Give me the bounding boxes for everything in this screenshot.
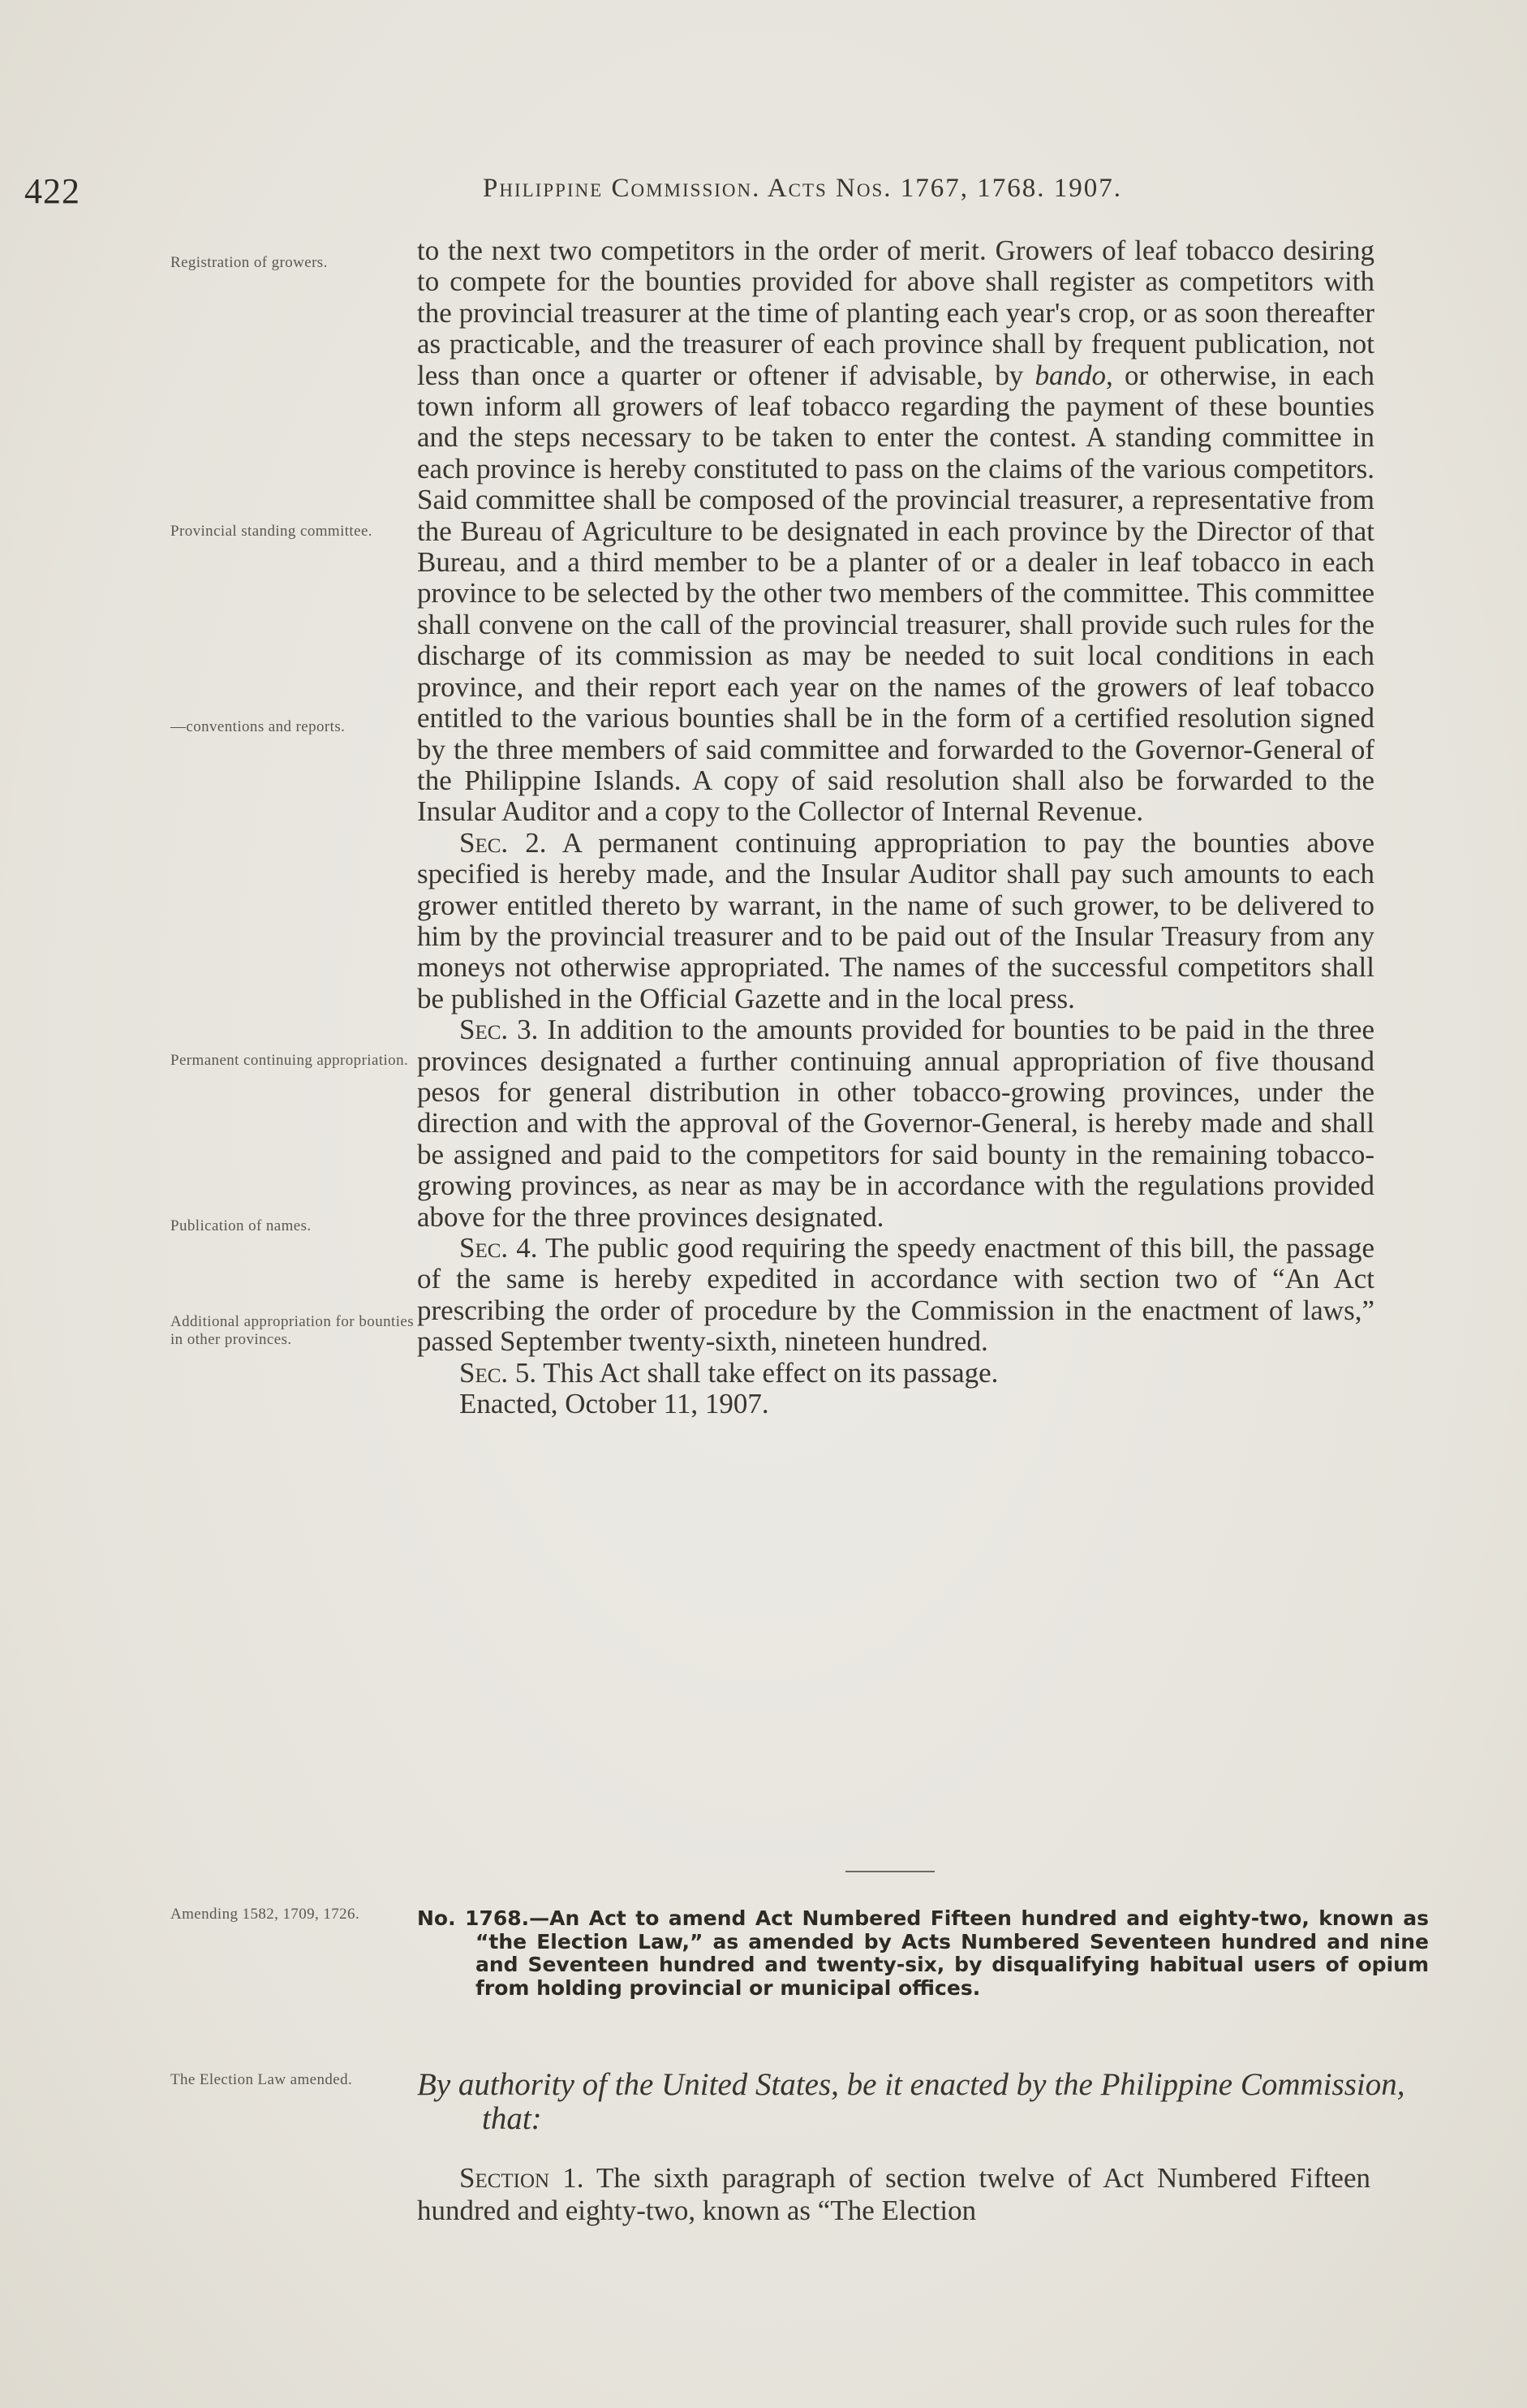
paragraph-text: , or otherwise, in each town inform all growers of leaf tobacco regarding the payment of these bounties and the steps necessary to be taken to enter the contest. A standing committee in each province is hereby constituted to pass on the claims of the various competitors. Said committee shall be composed of the provincial treasurer, a representative from the Bureau of Agriculture to be designated in each province by the Director of that Bureau, and a third member to be a planter of or a dealer in leaf tobacco in each province to be selected by the other two members of the committee. This committee shall convene on the call of the provincial treasurer, shall provide such rules for the discharge of its commission as may be needed to suit local conditions in each province, and their report each year on the names of the growers of leaf tobacco entitled to the various bounties shall be in the form of a certified resolution signed by the three members of said committee and forwarded to the Governor-General of the Philippine Islands. A copy of said resolution shall also be forwarded to the Insular Auditor and a copy to the Collector of Internal Revenue. xyxy=(417,359,1374,828)
section-text: This Act shall take effect on its passage. xyxy=(536,1356,999,1389)
margin-note-standing-committee: Provincial standing committee. xyxy=(170,523,372,540)
section-text: In addition to the amounts provided for bounties to be paid in the three provinces designated a further continuing annual appropriation of five thousand pesos for general distribution in other tobacco-growing provinces, under the direction and with the approval of the Governor-General, is hereby made and shall be assigned and paid to the competitors for said bounty in the remaining tobacco-growing provinces, as near as may be in accordance with the regulations provided above for the three provinces designated. xyxy=(417,1014,1374,1233)
section-5 xyxy=(417,1358,1374,1389)
margin-note-publication: Publication of names. xyxy=(170,1217,312,1234)
page-number: 422 xyxy=(24,171,80,211)
section-2 xyxy=(417,828,1374,1014)
act-1767-body xyxy=(417,235,1374,1419)
section-label: Sec. 5. xyxy=(459,1356,537,1389)
section-text: The sixth paragraph of section twelve of Act Numbered Fifteen hundred and eighty-two, known as “The Election xyxy=(417,2162,1370,2226)
margin-note-permanent-appropriation: Permanent continuing appropriation. xyxy=(170,1052,409,1069)
margin-note-amending: Amending 1582, 1709, 1726. xyxy=(170,1906,360,1923)
act-1768-section-1 xyxy=(417,2162,1370,2227)
running-head: Philippine Commission. Acts Nos. 1767, 1768. 1907. xyxy=(483,174,1123,203)
section-4 xyxy=(417,1233,1374,1358)
paragraph-text: to the next two competitors in the order of merit. Growers of leaf tobacco desiring to compete for the bounties provided for above shall register as competitors with the provincial treasurer at the time of planting each year's crop, or as soon thereafter as practicable, and the treasurer of each province shall by frequent publication, not less than once a quarter or oftener if advisable, by xyxy=(417,235,1374,391)
enacting-clause: By authority of the United States, be it enacted by the Philippine Commission, that: xyxy=(417,2067,1405,2136)
section-3 xyxy=(417,1014,1374,1233)
margin-note-conventions: —conventions and reports. xyxy=(170,718,346,735)
section-label: Sec. 4. xyxy=(459,1232,538,1264)
margin-note-registration: Registration of growers. xyxy=(170,254,328,271)
enacted-date: Enacted, October 11, 1907. xyxy=(459,1388,769,1420)
section-label: Sec. 3. xyxy=(459,1014,539,1046)
margin-note-additional-appropriation: Additional appropriation for bounties in other provinces. xyxy=(170,1313,414,1348)
section-divider xyxy=(845,1871,935,1872)
section-label: Section 1. xyxy=(459,2162,584,2194)
section-label: Sec. 2. xyxy=(459,826,547,859)
act-1768-title: No. 1768.—An Act to amend Act Numbered Fifteen hundred and eighty-two, known as “the Election Law,” as amended by Acts Numbered Seventeen hundred and nine and Seventeen hundred and twenty-six, by disqualifying habitual users of opium from holding provincial or municipal offices. xyxy=(417,1906,1429,2000)
paragraph-registration-committee xyxy=(417,235,1374,828)
section-text: The public good requiring the speedy enactment of this bill, the passage of the same is hereby expedited in accordance with section two of “An Act prescribing the order of procedure by the Commission in the enactment of laws,” passed September twenty-sixth, nineteen hundred. xyxy=(417,1232,1374,1358)
margin-note-election-law: The Election Law amended. xyxy=(170,2071,353,2088)
italic-term: bando xyxy=(1034,359,1106,391)
section-text: A permanent continuing appropriation to pay the bounties above specified is hereby made, and the Insular Auditor shall pay such amounts to each grower entitled thereto by warrant, in the name of such grower, to be delivered to him by the provincial treasurer and to be paid out of the Insular Treasury from any moneys not otherwise appropriated. The names of the successful competitors shall be published in the Official Gazette and in the local press. xyxy=(417,826,1374,1014)
